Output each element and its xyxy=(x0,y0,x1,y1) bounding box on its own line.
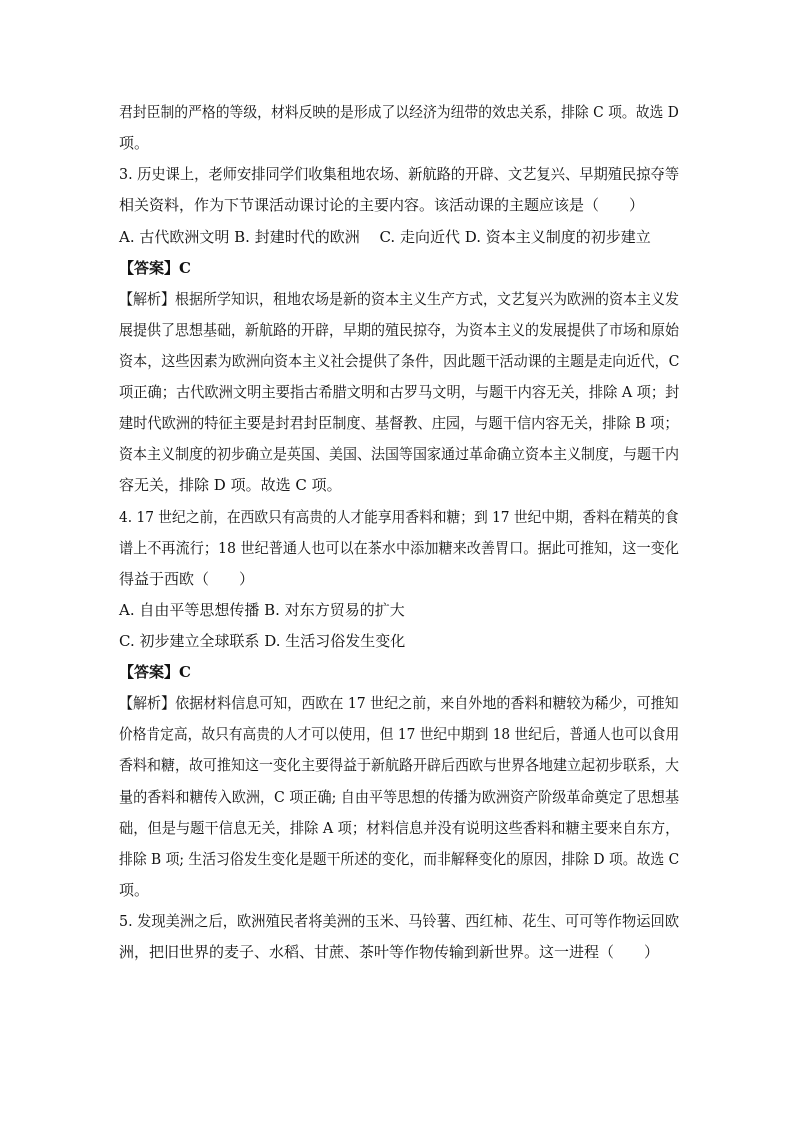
text-line: 君封臣制的严格的等级，材料反映的是形成了以经济为纽带的效忠关系，排除 C 项。故选 D xyxy=(119,103,679,121)
question-5-stem: 洲，把旧世界的麦子、水稻、甘蔗、茶叶等作物传输到新世界。这一进程（ ） xyxy=(119,943,660,961)
question-4-options: A. 自由平等思想传播 B. 对东方贸易的扩大 xyxy=(119,601,405,619)
answer-4: 【答案】C xyxy=(119,663,191,681)
question-3-options: A. 古代欧洲文明 B. 封建时代的欧洲 C. 走向近代 D. 资本主义制度的初步建立 xyxy=(119,228,651,246)
analysis-4: 价格肯定高，故只有高贵的人才可以使用，但 17 世纪中期到 18 世纪后，普通人也可以食用 xyxy=(119,725,680,743)
answer-3: 【答案】C xyxy=(119,259,191,277)
analysis-3: 【解析】根据所学知识，租地农场是新的资本主义生产方式，文艺复兴为欧洲的资本主义发 xyxy=(119,290,680,308)
analysis-3: 资本主义制度的初步确立是英国、美国、法国等国家通过革命确立资本主义制度，与题干内 xyxy=(119,445,680,463)
analysis-4: 排除 B 项; 生活习俗发生变化是题干所述的变化，而非解释变化的原因，排除 D 项。故选 C xyxy=(119,850,680,868)
question-4-options: C. 初步建立全球联系 D. 生活习俗发生变化 xyxy=(119,632,406,650)
analysis-3: 展提供了思想基础，新航路的开辟，早期的殖民掠夺，为资本主义的发展提供了市场和原始 xyxy=(119,321,680,339)
analysis-4: 项。 xyxy=(119,881,150,899)
question-3-stem: 相关资料，作为下节课活动课讨论的主要内容。该活动课的主题应该是（ ） xyxy=(119,196,645,214)
question-5-stem: 5. 发现美洲之后，欧洲殖民者将美洲的玉米、马铃薯、西红柿、花生、可可等作物运回欧 xyxy=(119,912,680,930)
question-4-stem: 谱上不再流行；18 世纪普通人也可以在茶水中添加糖来改善胃口。据此可推知，这一变化 xyxy=(119,539,679,557)
text-line: 项。 xyxy=(119,134,150,152)
analysis-4: 【解析】依据材料信息可知，西欧在 17 世纪之前，来自外地的香料和糖较为稀少，可推知 xyxy=(119,694,679,712)
question-4-stem: 得益于西欧（ ） xyxy=(119,570,255,588)
analysis-4: 础，但是与题干信息无关，排除 A 项；材料信息并没有说明这些香料和糖主要来自东方， xyxy=(119,819,680,837)
analysis-4: 量的香料和糖传入欧洲，C 项正确; 自由平等思想的传播为欧洲资产阶级革命奠定了思想基 xyxy=(119,788,680,806)
question-4-stem: 4. 17 世纪之前，在西欧只有高贵的人才能享用香料和糖；到 17 世纪中期，香料在精英的食 xyxy=(119,508,679,526)
analysis-3: 资本，这些因素为欧洲向资本主义社会提供了条件，因此题干活动课的主题是走向近代，C xyxy=(119,352,680,370)
question-3-stem: 3. 历史课上，老师安排同学们收集租地农场、新航路的开辟、文艺复兴、早期殖民掠夺等 xyxy=(119,165,680,183)
analysis-4: 香料和糖，故可推知这一变化主要得益于新航路开辟后西欧与世界各地建立起初步联系，大 xyxy=(119,756,680,774)
analysis-3: 项正确；古代欧洲文明主要指古希腊文明和古罗马文明，与题干内容无关，排除 A 项；封 xyxy=(119,383,680,401)
analysis-3: 建时代欧洲的特征主要是封君封臣制度、基督教、庄园，与题干信内容无关，排除 B 项； xyxy=(119,414,679,432)
analysis-3: 容无关，排除 D 项。故选 C 项。 xyxy=(119,476,342,494)
